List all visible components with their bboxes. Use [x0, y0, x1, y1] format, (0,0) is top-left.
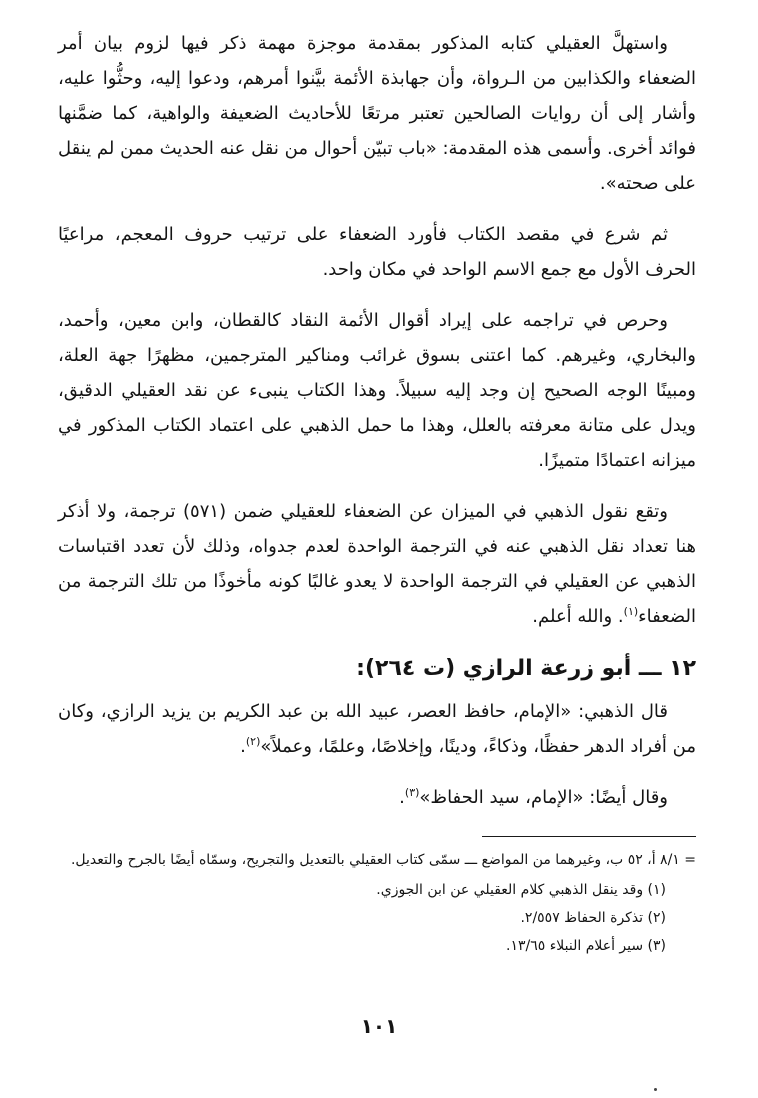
paragraph-citations	[58, 494, 696, 634]
paragraph-introduction: واستهلَّ العقيلي كتابه المذكور بمقدمة موجزة مهمة ذكر فيها لزوم بيان أمر الضعفاء والكذابين من الـرواة، وأن جهابذة الأئمة بيَّنوا أمرهم، ودعوا إليه، وحثُّوا عليه، وأشار إلى أن روايات الصالحين تعتبر مرتعًا للأحاديث الضعيفة والواهية، كما ضمَّنها فوائد أخرى. وأسمى هذه المقدمة: «باب تبيّن أحوال من نقل عنه الحديث ممن لم ينقل على صحته».	[58, 33, 696, 194]
quote-2-text: وقال أيضًا: «الإمام، سيد الحفاظ»	[419, 787, 668, 808]
paragraph-quote-1	[58, 694, 696, 764]
quote-2-end: .	[399, 787, 405, 808]
footnotes	[58, 846, 696, 960]
footnote-ref-2[interactable]: (٢)	[245, 735, 261, 748]
scan-speck	[654, 1088, 657, 1091]
footnote-1: (١) وقد ينقل الذهبي كلام العقيلي عن ابن الجوزي.	[376, 882, 666, 898]
paragraph-method: وحرص في تراجمه على إيراد أقوال الأئمة النقاد كالقطان، وابن معين، وأحمد، والبخاري، وغيرهم. كما اعتنى بسوق غرائب ومناكير المترجمين، مظهرًا جهة العلة، ومبينًا الوجه الصحيح إن وجد إليه سبيلاً. وهذا الكتاب ينبىء عن نقد العقيلي الدقيق، ويدل على متانة معرفته بالعلل، وهذا ما حمل الذهبي على اعتماد الكتاب المذكور في ميزانه اعتمادًا متميزًا.	[58, 310, 696, 471]
footnote-ref-1[interactable]: (١)	[623, 605, 639, 618]
paragraph-quote-2	[58, 780, 696, 815]
main-text	[58, 26, 696, 831]
quote-1-end: .	[240, 736, 246, 757]
paragraph-citations-text: وتقع نقول الذهبي في الميزان عن الضعفاء للعقيلي ضمن (٥٧١) ترجمة، ولا أذكر هنا تعداد نقل الذهبي عنه في الترجمة الواحدة لعدم جدواه، وذلك لأن تعدد اقتباسات الذهبي عن العقيلي في الترجمة الواحدة لا يعدو غالبًا كونه مأخوذًا من تلك الترجمة من الضعفاء	[58, 501, 696, 627]
footnote-3: (٣) سير أعلام النبلاء ١٣/٦٥.	[506, 938, 666, 954]
footnote-separator	[482, 836, 696, 837]
quote-1-text: قال الذهبي: «الإمام، حافظ العصر، عبيد الله بن عبد الكريم بن يزيد الرازي، وكان من أفراد الدهر حفظًا، وذكاءً، ودينًا، وإخلاصًا، وعلمًا، وعملاً»	[58, 701, 696, 757]
page-number: ١٠١	[360, 1014, 398, 1038]
footnote-2: (٢) تذكرة الحفاظ ٢/٥٥٧.	[520, 910, 666, 926]
section-heading: ١٢ ـــ أبو زرعة الرازي (ت ٢٦٤):	[356, 656, 696, 681]
footnote-ref-3[interactable]: (٣)	[404, 786, 420, 799]
footnote-continuation: = ٨/١ أ، ٥٢ ب، وغيرهما من المواضع ـــ سمّى كتاب العقيلي بالتعديل والتجريح، وسمّاه أيضًا بالجرح والتعديل.	[70, 852, 696, 868]
paragraph-arrangement: ثم شرع في مقصد الكتاب فأورد الضعفاء على ترتيب حروف المعجم، مراعيًا الحرف الأول مع جمع الاسم الواحد في مكان واحد.	[58, 224, 696, 280]
footnote-list	[58, 876, 696, 960]
paragraph-citations-end: . والله أعلم.	[532, 606, 624, 627]
